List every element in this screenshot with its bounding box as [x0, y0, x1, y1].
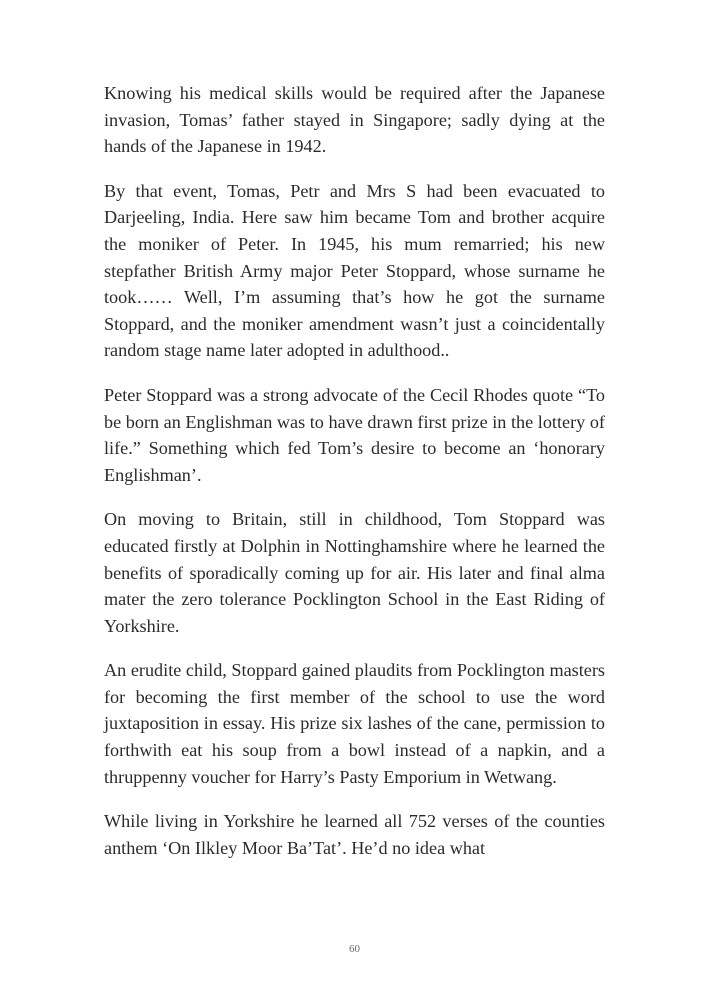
paragraph-1: Knowing his medical skills would be required after the Japanese invasion, Tomas’ father stayed in Singapore; sadly dying at the hands of the Japanese in 1942. — [104, 83, 605, 157]
page-number: 60 — [349, 943, 360, 955]
paragraph-5: An erudite child, Stoppard gained plaudits from Pocklington masters for becoming the first member of the school to use the word juxtaposition in essay. His prize six lashes of the cane, permission to forthwith eat his soup from a bowl instead of a napkin, and a thruppenny voucher for Harry’s Pasty Emporium in Wetwang. — [104, 660, 605, 787]
paragraph-3: Peter Stoppard was a strong advocate of the Cecil Rhodes quote “To be born an Englishman was to have drawn first prize in the lottery of life.” Something which fed Tom’s desire to become an ‘honorary Englishman’. — [104, 384, 605, 485]
paragraph-2: By that event, Tomas, Petr and Mrs S had been evacuated to Darjeeling, India. Here saw him became Tom and brother acquire the moniker of Peter. In 1945, his mum remarried; his new stepfather British Army major Peter Stoppard, whose surname he took…… Well, I’m assuming that’s how he got the surname Stoppard, and the moniker amendment wasn’t just a coincidentally random stage name later adopted in adulthood.. — [104, 180, 605, 361]
paragraph-6: While living in Yorkshire he learned all 752 verses of the counties anthem ‘On Ilkley Moor Ba’Tat’. He’d no idea what — [104, 811, 605, 858]
body-text — [104, 80, 605, 861]
paragraph-4: On moving to Britain, still in childhood, Tom Stoppard was educated firstly at Dolphin in Nottinghamshire where he learned the benefits of sporadically coming up for air. His later and final alma mater the zero tolerance Pocklington School in the East Riding of Yorkshire. — [104, 509, 605, 636]
